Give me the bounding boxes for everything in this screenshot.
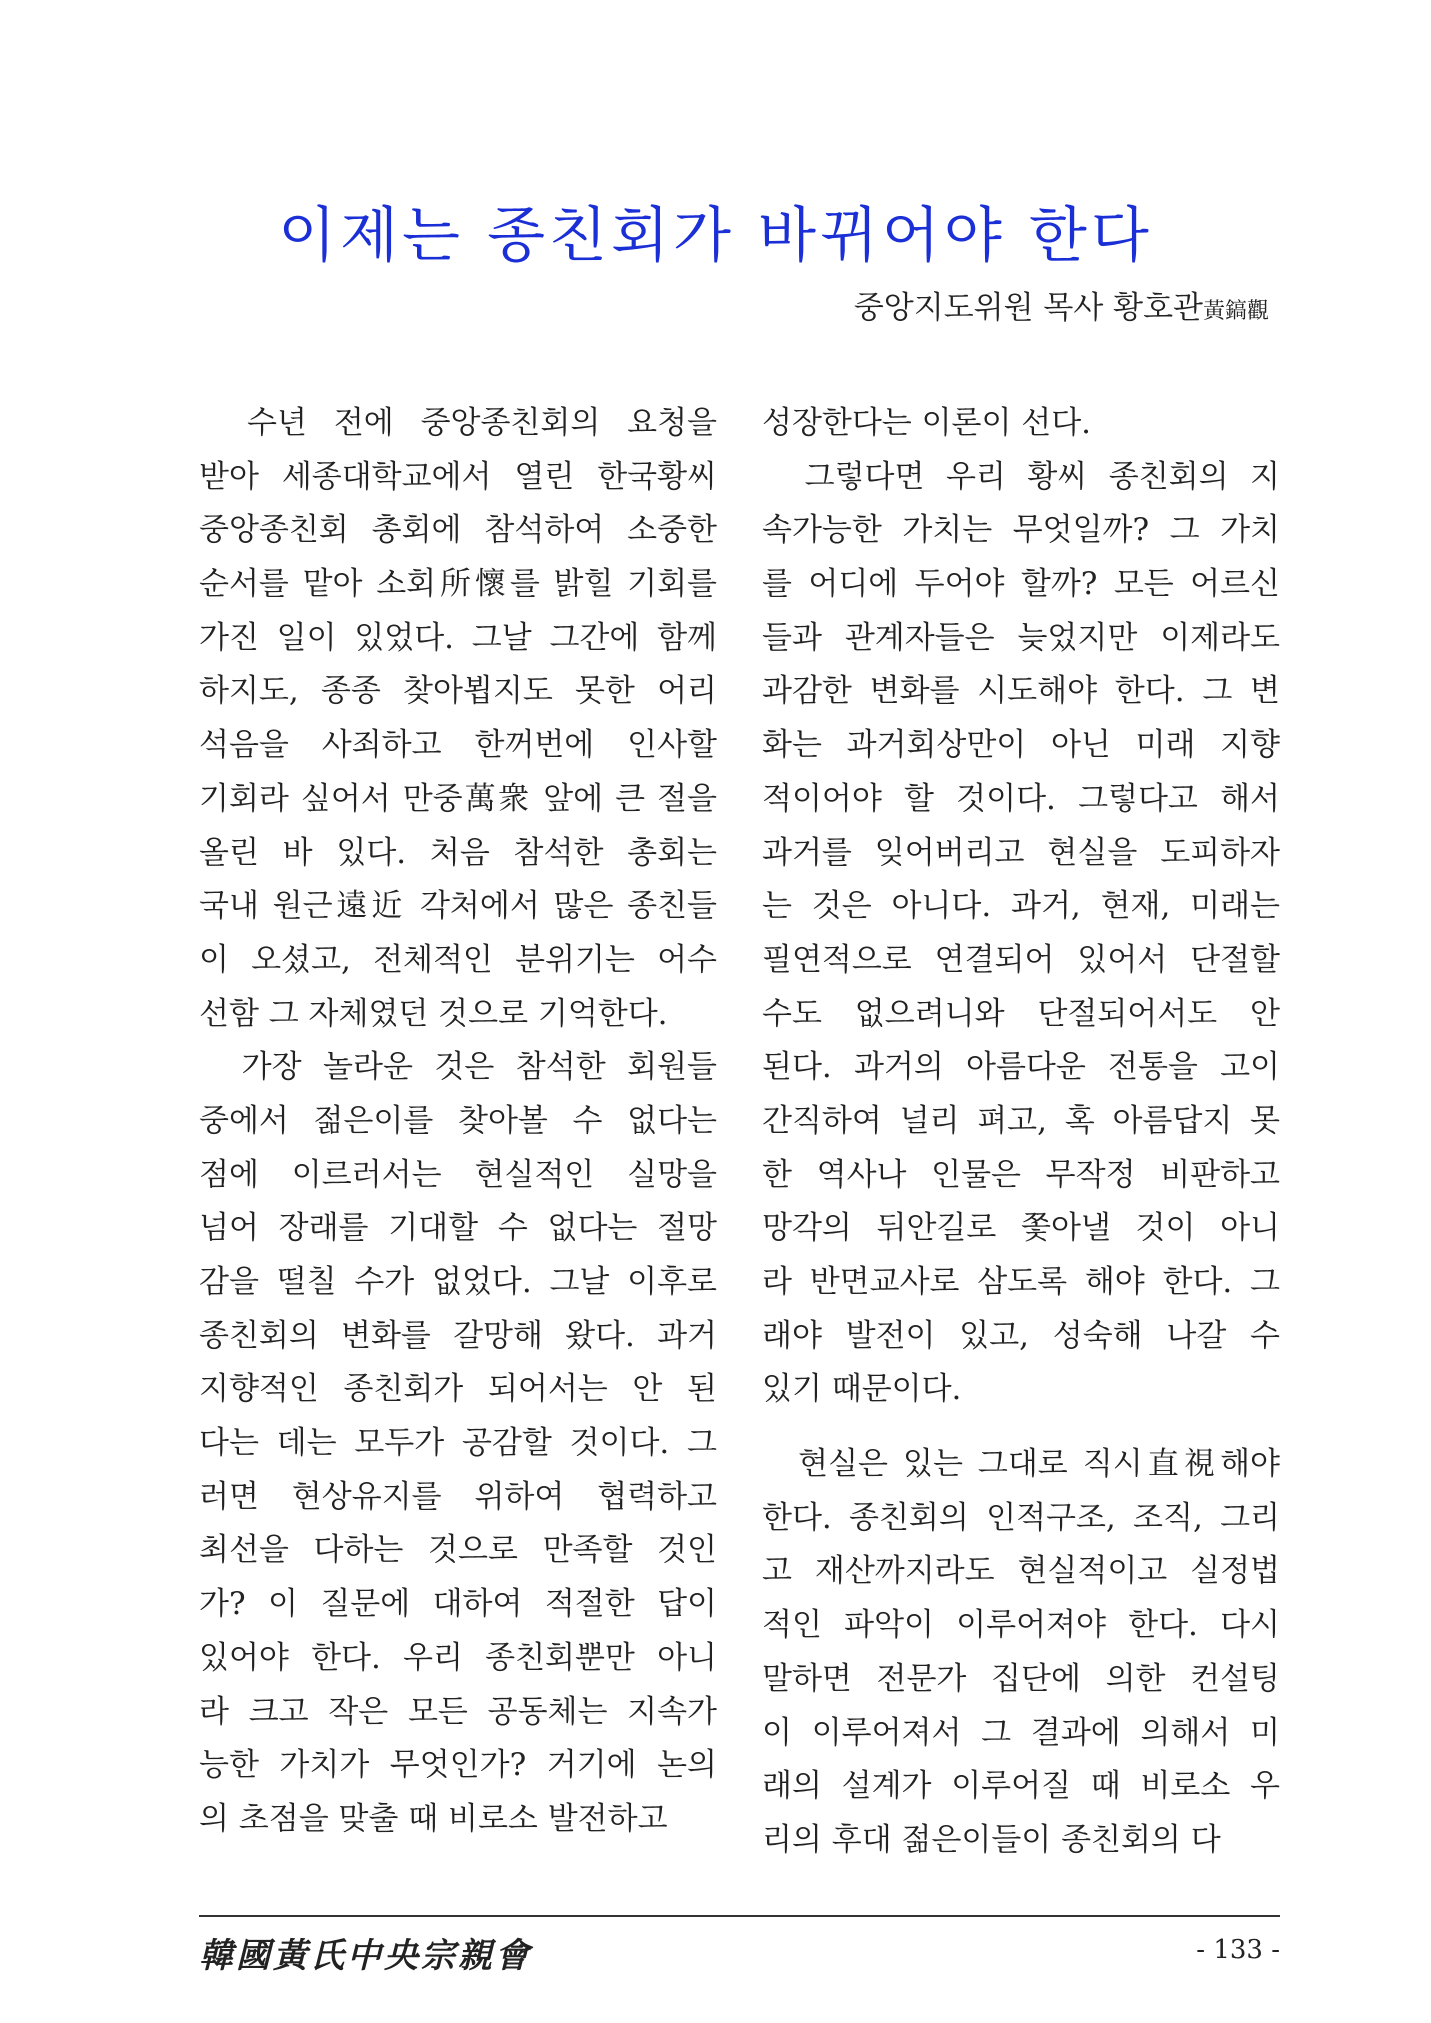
body-column-right [762,397,1280,1868]
byline-hanja: 黃鎬觀 [1202,299,1269,324]
text-line: 점에 이르러서는 현실적인 실망을 [199,1156,717,1193]
text-line: 다는 데는 모두가 공감할 것이다. 그 [199,1425,717,1462]
text-line: 말하면 전문가 집단에 의한 컨설팅 [762,1660,1280,1697]
text-line: 중앙종친회 총회에 참석하여 소중한 [199,512,717,549]
text-line: 속가능한 가치는 무엇일까? 그 가치 [762,512,1280,549]
text-line: 한 역사나 인물은 무작정 비판하고 [762,1156,1280,1193]
paragraph-gap [762,1417,1280,1438]
body-column-left [199,397,717,1847]
footer-publisher: 韓國黃氏中央宗親會 [199,1936,532,1976]
text-line: 라 크고 작은 모든 공동체는 지속가 [199,1693,717,1730]
text-line: 있기 때문이다. [762,1371,962,1408]
text-line: 기회라 싶어서 만중萬衆 앞에 큰 절을 [199,780,717,817]
text-line: 순서를 맡아 소회所懷를 밝힐 기회를 [199,566,717,603]
byline [854,282,1269,327]
text-line: 하지도, 종종 찾아뵙지도 못한 어리 [199,673,717,710]
page-number: - 133 - [1196,1935,1280,1965]
text-line: 중에서 젊은이를 찾아볼 수 없다는 [199,1102,717,1139]
byline-author: 중앙지도위원 목사 황호관 [853,290,1203,326]
text-line: 된다. 과거의 아름다운 전통을 고이 [762,1049,1280,1086]
text-line: 국내 원근遠近 각처에서 많은 종친들 [199,888,717,925]
text-line: 수년 전에 중앙종친회의 요청을 [199,405,717,441]
text-line: 들과 관계자들은 늦었지만 이제라도 [762,619,1280,656]
text-line: 성장한다는 이론이 선다. [762,405,1092,441]
text-line: 라 반면교사로 삼도록 해야 한다. 그 [762,1264,1280,1300]
text-line: 고 재산까지라도 현실적이고 실정법 [762,1553,1280,1590]
text-line: 감을 떨칠 수가 없었다. 그날 이후로 [199,1264,717,1300]
text-line: 적인 파악이 이루어져야 한다. 다시 [762,1607,1280,1644]
text-line: 지향적인 종친회가 되어서는 안 된 [199,1371,717,1408]
text-line: 화는 과거회상만이 아닌 미래 지향 [762,727,1280,764]
text-line: 그렇다면 우리 황씨 종친회의 지 [762,458,1280,495]
text-line: 있어야 한다. 우리 종친회뿐만 아니 [199,1639,717,1676]
text-line: 래야 발전이 있고, 성숙해 나갈 수 [762,1317,1280,1354]
text-line: 석음을 사죄하고 한꺼번에 인사할 [199,727,717,764]
text-line: 현실은 있는 그대로 직시直視해야 [762,1446,1280,1483]
text-line: 의 초점을 맞출 때 비로소 발전하고 [199,1800,668,1837]
text-line: 과거를 잊어버리고 현실을 도피하자 [762,834,1280,871]
text-line: 올린 바 있다. 처음 참석한 총회는 [199,834,717,871]
text-line: 능한 가치가 무엇인가? 거기에 논의 [199,1747,717,1784]
text-line: 필연적으로 연결되어 있어서 단절할 [762,941,1280,978]
text-line: 선함 그 자체였던 것으로 기억한다. [199,995,668,1032]
text-line: 적이어야 할 것이다. 그렇다고 해서 [762,780,1280,817]
footer-divider [199,1915,1280,1917]
text-line: 는 것은 아니다. 과거, 현재, 미래는 [762,888,1280,925]
text-line: 받아 세종대학교에서 열린 한국황씨 [199,458,717,495]
text-line: 종친회의 변화를 갈망해 왔다. 과거 [199,1317,717,1354]
text-line: 한다. 종친회의 인적구조, 조직, 그리 [762,1499,1280,1536]
text-line: 러면 현상유지를 위하여 협력하고 [199,1478,717,1515]
text-line: 이 이루어져서 그 결과에 의해서 미 [762,1714,1280,1751]
text-line: 리의 후대 젊은이들이 종친회의 다 [762,1821,1221,1858]
text-line: 를 어디에 두어야 할까? 모든 어르신 [762,566,1280,603]
text-line: 과감한 변화를 시도해야 한다. 그 변 [762,673,1280,710]
text-line: 가? 이 질문에 대하여 적절한 답이 [199,1586,717,1623]
text-line: 간직하여 널리 펴고, 혹 아름답지 못 [762,1102,1280,1139]
text-line: 이 오셨고, 전체적인 분위기는 어수 [199,941,717,978]
article-title: 이제는 종친회가 바뀌어야 한다 [278,201,1153,271]
text-line: 가진 일이 있었다. 그날 그간에 함께 [199,619,717,656]
text-line: 넘어 장래를 기대할 수 없다는 절망 [199,1210,717,1247]
text-line: 래의 설계가 이루어질 때 비로소 우 [762,1768,1280,1805]
text-line: 가장 놀라운 것은 참석한 회원들 [199,1049,717,1086]
text-line: 망각의 뒤안길로 쫓아낼 것이 아니 [762,1210,1280,1247]
text-line: 수도 없으려니와 단절되어서도 안 [762,995,1280,1032]
text-line: 최선을 다하는 것으로 만족할 것인 [199,1532,717,1569]
